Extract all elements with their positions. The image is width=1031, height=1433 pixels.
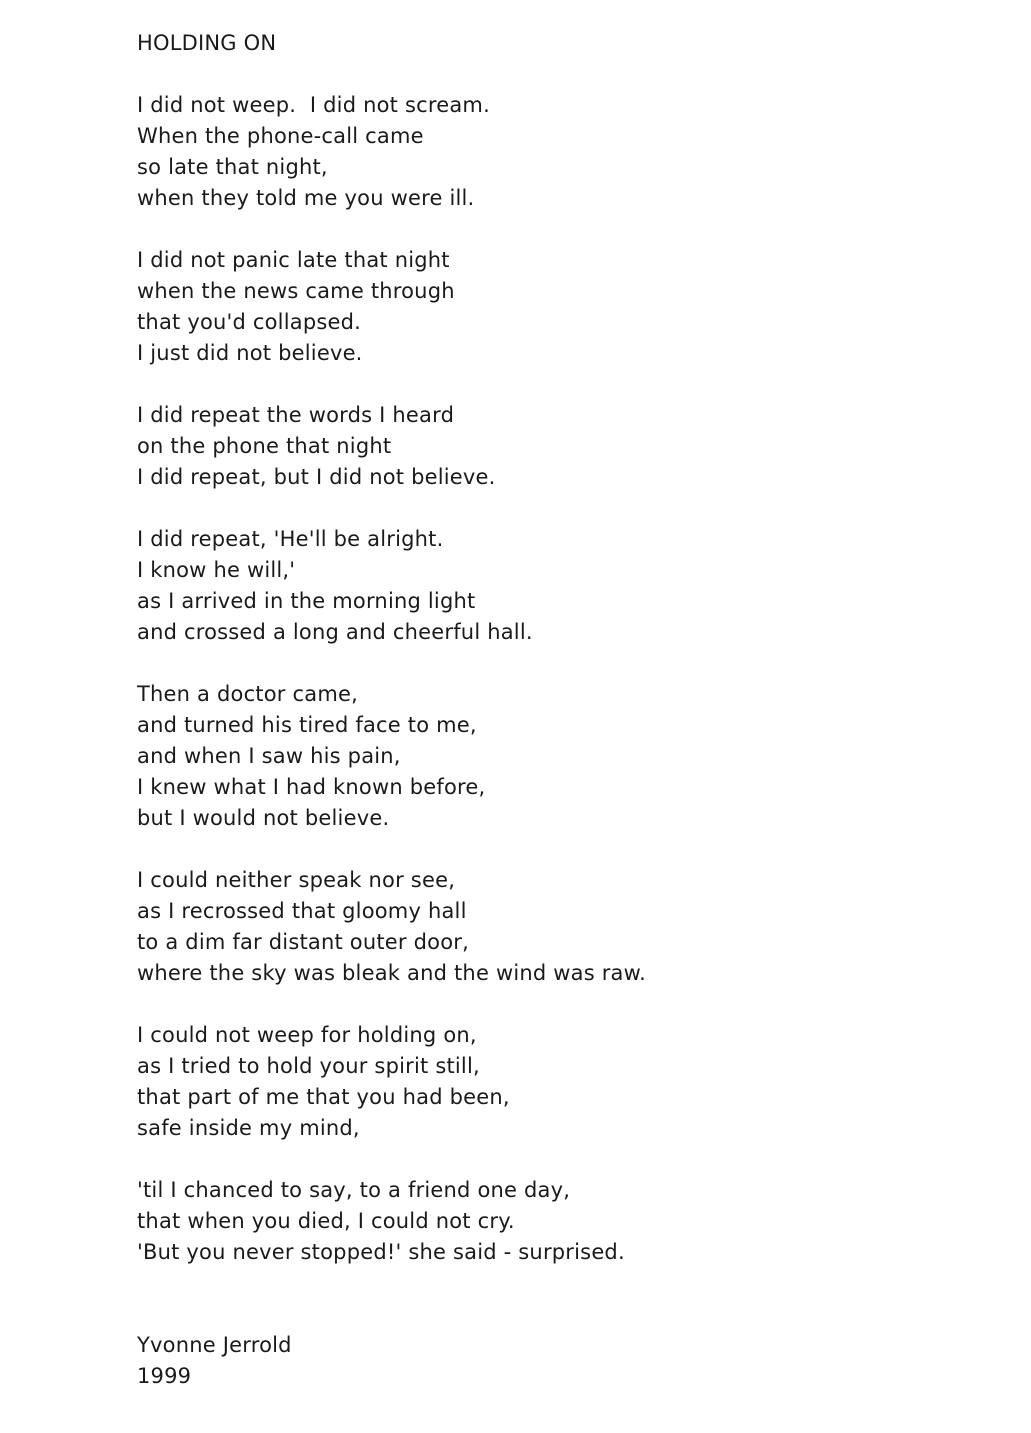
stanza-4 [137, 524, 997, 648]
poem-line: I knew what I had known before, [137, 775, 486, 799]
stanza-5 [137, 679, 997, 834]
signature-block [137, 1330, 997, 1392]
poem-line: I could not weep for holding on, [137, 1023, 477, 1047]
poem-line: and crossed a long and cheerful hall. [137, 620, 533, 644]
poem-line: I know he will,' [137, 558, 296, 582]
poem-line: as I recrossed that gloomy hall [137, 899, 467, 923]
poem-line: I did repeat, 'He'll be alright. [137, 527, 444, 551]
poem-line: I did not weep. I did not scream. [137, 93, 490, 117]
poem-line: that part of me that you had been, [137, 1085, 510, 1109]
poem-line: as I tried to hold your spirit still, [137, 1054, 480, 1078]
year: 1999 [137, 1364, 192, 1388]
poem-line: and when I saw his pain, [137, 744, 401, 768]
poem-line: on the phone that night [137, 434, 392, 458]
poem-line: I just did not believe. [137, 341, 363, 365]
poem-line: when the news came through [137, 279, 455, 303]
poem-line: I did repeat the words I heard [137, 403, 455, 427]
stanza-8 [137, 1175, 997, 1268]
poem-line: I could neither speak nor see, [137, 868, 456, 892]
poem-line: as I arrived in the morning light [137, 589, 476, 613]
poem-line: 'til I chanced to say, to a friend one day, [137, 1178, 571, 1202]
poem-line: when they told me you were ill. [137, 186, 475, 210]
stanza-2 [137, 245, 997, 369]
poem-line: Then a doctor came, [137, 682, 358, 706]
poem-line: I did not panic late that night [137, 248, 450, 272]
poem-line: that when you died, I could not cry. [137, 1209, 515, 1233]
poem-line: 'But you never stopped!' she said - surprised. [137, 1240, 625, 1264]
poem-line: safe inside my mind, [137, 1116, 360, 1140]
author-name: Yvonne Jerrold [137, 1333, 292, 1357]
poem-line: that you'd collapsed. [137, 310, 362, 334]
poem-line: so late that night, [137, 155, 328, 179]
stanza-7 [137, 1020, 997, 1144]
poem-line: I did repeat, but I did not believe. [137, 465, 496, 489]
poem-line: but I would not believe. [137, 806, 390, 830]
poem [137, 28, 997, 1392]
stanza-1 [137, 90, 997, 214]
poem-line: to a dim far distant outer door, [137, 930, 469, 954]
poem-line: and turned his tired face to me, [137, 713, 477, 737]
stanza-6 [137, 865, 997, 989]
stanza-3 [137, 400, 997, 493]
poem-title: HOLDING ON [137, 31, 277, 55]
poem-line: where the sky was bleak and the wind was raw. [137, 961, 646, 985]
poem-line: When the phone-call came [137, 124, 424, 148]
